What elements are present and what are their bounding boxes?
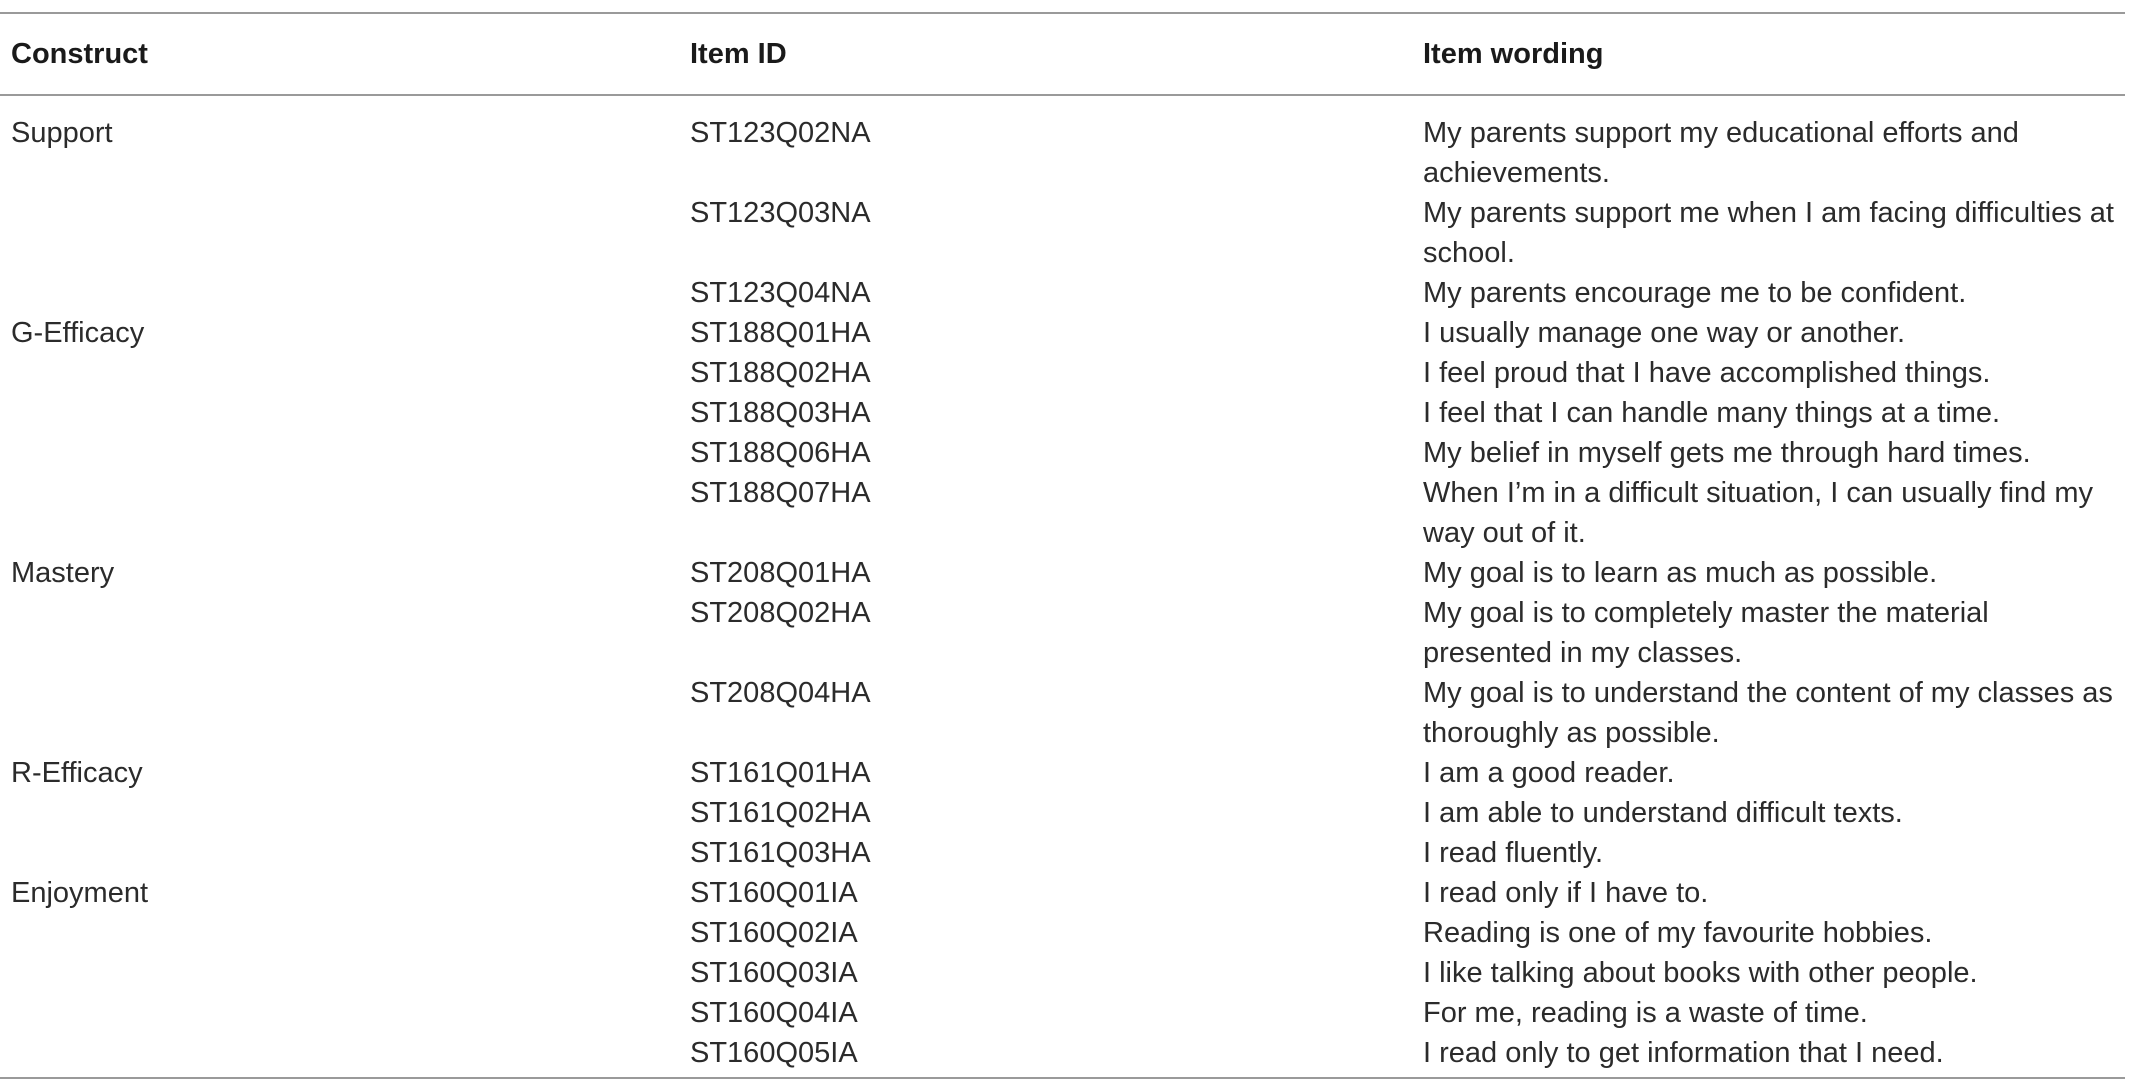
- construct-cell: [0, 433, 690, 473]
- construct-cell: [0, 953, 690, 993]
- construct-cell: [0, 473, 690, 553]
- item-wording-cell: I read fluently.: [1423, 837, 1604, 869]
- item-id-cell: ST160Q01IA: [690, 877, 858, 909]
- item-id-cell: ST208Q02HA: [690, 597, 871, 629]
- table-row: [0, 753, 2125, 793]
- item-id-cell: ST208Q01HA: [690, 557, 871, 589]
- item-id-cell: ST188Q02HA: [690, 357, 871, 389]
- table-row: [0, 913, 2125, 953]
- construct-cell: [0, 993, 690, 1033]
- item-id-cell: ST208Q04HA: [690, 677, 871, 709]
- item-id-cell: ST160Q04IA: [690, 997, 858, 1029]
- table-row: [0, 553, 2125, 593]
- table-row: [0, 193, 2125, 273]
- table-row: [0, 593, 2125, 673]
- item-wording-cell: I usually manage one way or another.: [1423, 317, 1906, 349]
- item-wording-cell: My parents support my educational efforts and achievements.: [1423, 117, 2019, 189]
- item-wording-cell: When I’m in a difficult situation, I can usually find my way out of it.: [1423, 477, 2093, 549]
- item-wording-cell: My goal is to learn as much as possible.: [1423, 557, 1938, 589]
- construct-cell: [0, 273, 690, 313]
- construct-cell: Support: [11, 117, 113, 149]
- table-row: [0, 273, 2125, 313]
- table-row: [0, 353, 2125, 393]
- construct-cell: [0, 353, 690, 393]
- construct-cell: [0, 793, 690, 833]
- table-header: [0, 13, 2125, 95]
- item-wording-cell: My parents encourage me to be confident.: [1423, 277, 1967, 309]
- header-item-id: Item ID: [690, 13, 1423, 95]
- item-id-cell: ST160Q02IA: [690, 917, 858, 949]
- construct-cell: [0, 1033, 690, 1078]
- item-id-cell: ST123Q02NA: [690, 117, 871, 149]
- table-row: [0, 473, 2125, 553]
- table-row: [0, 1033, 2125, 1078]
- item-wording-cell: I feel proud that I have accomplished things.: [1423, 357, 1991, 389]
- construct-cell: Enjoyment: [11, 877, 149, 909]
- item-wording-cell: I am able to understand difficult texts.: [1423, 797, 1903, 829]
- table-row: [0, 393, 2125, 433]
- table-row: [0, 833, 2125, 873]
- item-wording-cell: My goal is to completely master the material presented in my classes.: [1423, 597, 1989, 669]
- table-row: [0, 953, 2125, 993]
- construct-cell: [0, 913, 690, 953]
- item-wording-cell: I read only if I have to.: [1423, 877, 1709, 909]
- item-wording-cell: I am a good reader.: [1423, 757, 1675, 789]
- item-wording-cell: I like talking about books with other people.: [1423, 957, 1978, 989]
- table-body: [0, 95, 2125, 1078]
- item-wording-cell: I read only to get information that I need.: [1423, 1037, 1944, 1069]
- item-id-cell: ST161Q03HA: [690, 837, 871, 869]
- item-id-cell: ST188Q07HA: [690, 477, 871, 509]
- item-id-cell: ST160Q03IA: [690, 957, 858, 989]
- table-row: [0, 673, 2125, 753]
- item-wording-cell: My belief in myself gets me through hard times.: [1423, 437, 2031, 469]
- item-id-cell: ST161Q01HA: [690, 757, 871, 789]
- construct-cell: [0, 673, 690, 753]
- table-row: [0, 313, 2125, 353]
- item-id-cell: ST188Q03HA: [690, 397, 871, 429]
- item-table: [0, 12, 2125, 1079]
- table-row: [0, 793, 2125, 833]
- construct-cell: R-Efficacy: [11, 757, 143, 789]
- item-id-cell: ST188Q01HA: [690, 317, 871, 349]
- header-row: [0, 13, 2125, 95]
- item-id-cell: ST123Q04NA: [690, 277, 871, 309]
- item-wording-cell: My parents support me when I am facing difficulties at school.: [1423, 197, 2114, 269]
- construct-cell: [0, 833, 690, 873]
- construct-cell: [0, 593, 690, 673]
- item-wording-cell: I feel that I can handle many things at a time.: [1423, 397, 2001, 429]
- table-row: [0, 993, 2125, 1033]
- construct-cell: [0, 393, 690, 433]
- item-id-cell: ST160Q05IA: [690, 1037, 858, 1069]
- table-row: [0, 873, 2125, 913]
- table-row: [0, 95, 2125, 193]
- item-wording-cell: Reading is one of my favourite hobbies.: [1423, 917, 1933, 949]
- item-wording-cell: My goal is to understand the content of my classes as thoroughly as possible.: [1423, 677, 2113, 749]
- header-construct: Construct: [0, 13, 690, 95]
- item-id-cell: ST161Q02HA: [690, 797, 871, 829]
- item-id-cell: ST123Q03NA: [690, 197, 871, 229]
- item-wording-cell: For me, reading is a waste of time.: [1423, 997, 1868, 1029]
- construct-cell: Mastery: [11, 557, 115, 589]
- item-id-cell: ST188Q06HA: [690, 437, 871, 469]
- construct-cell: G-Efficacy: [11, 317, 145, 349]
- construct-cell: [0, 193, 690, 273]
- table-row: [0, 433, 2125, 473]
- header-item-wording: Item wording: [1423, 13, 2125, 95]
